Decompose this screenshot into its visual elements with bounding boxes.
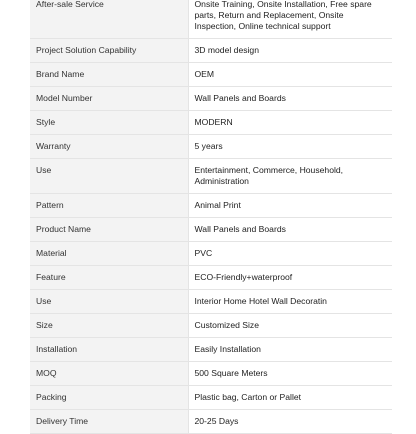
spec-label-material: Material	[30, 242, 188, 266]
table-row	[30, 111, 392, 135]
spec-value-feature: ECO-Friendly+waterproof	[188, 266, 392, 290]
table-row	[30, 242, 392, 266]
spec-value-material: PVC	[188, 242, 392, 266]
spec-label-product-name: Product Name	[30, 218, 188, 242]
spec-value-pattern: Animal Print	[188, 194, 392, 218]
spec-value-model-number: Wall Panels and Boards	[188, 87, 392, 111]
spec-value-use-2: Interior Home Hotel Wall Decoratin	[188, 290, 392, 314]
spec-value-use: Entertainment, Commerce, Household, Administration	[188, 159, 392, 194]
spec-value-packing: Plastic bag, Carton or Pallet	[188, 386, 392, 410]
spec-value-after-sale-service: Onsite Training, Onsite Installation, Free spare parts, Return and Replacement, Onsite Inspection, Online technical support	[188, 0, 392, 39]
table-row	[30, 194, 392, 218]
spec-label-warranty: Warranty	[30, 135, 188, 159]
spec-label-use: Use	[30, 159, 188, 194]
spec-label-packing: Packing	[30, 386, 188, 410]
spec-label-project-solution-capability: Project Solution Capability	[30, 39, 188, 63]
spec-label-style: Style	[30, 111, 188, 135]
spec-value-size: Customized Size	[188, 314, 392, 338]
spec-label-use-2: Use	[30, 290, 188, 314]
table-row	[30, 63, 392, 87]
spec-label-model-number: Model Number	[30, 87, 188, 111]
table-row	[30, 386, 392, 410]
spec-label-moq: MOQ	[30, 362, 188, 386]
spec-label-after-sale-service: After-sale Service	[30, 0, 188, 39]
table-row	[30, 290, 392, 314]
table-row	[30, 362, 392, 386]
table-row	[30, 0, 392, 39]
spec-value-product-name: Wall Panels and Boards	[188, 218, 392, 242]
table-row	[30, 314, 392, 338]
spec-label-brand-name: Brand Name	[30, 63, 188, 87]
spec-value-delivery-time: 20-25 Days	[188, 410, 392, 434]
table-row	[30, 338, 392, 362]
table-row	[30, 135, 392, 159]
spec-label-installation: Installation	[30, 338, 188, 362]
spec-label-delivery-time: Delivery Time	[30, 410, 188, 434]
spec-value-installation: Easily Installation	[188, 338, 392, 362]
spec-value-warranty: 5 years	[188, 135, 392, 159]
product-spec-table	[30, 0, 392, 434]
spec-label-size: Size	[30, 314, 188, 338]
table-row	[30, 39, 392, 63]
table-row	[30, 266, 392, 290]
table-row	[30, 87, 392, 111]
spec-label-pattern: Pattern	[30, 194, 188, 218]
table-row	[30, 218, 392, 242]
spec-value-style: MODERN	[188, 111, 392, 135]
spec-value-project-solution-capability: 3D model design	[188, 39, 392, 63]
spec-label-feature: Feature	[30, 266, 188, 290]
table-row	[30, 159, 392, 194]
spec-value-moq: 500 Square Meters	[188, 362, 392, 386]
spec-value-brand-name: OEM	[188, 63, 392, 87]
table-row	[30, 410, 392, 434]
